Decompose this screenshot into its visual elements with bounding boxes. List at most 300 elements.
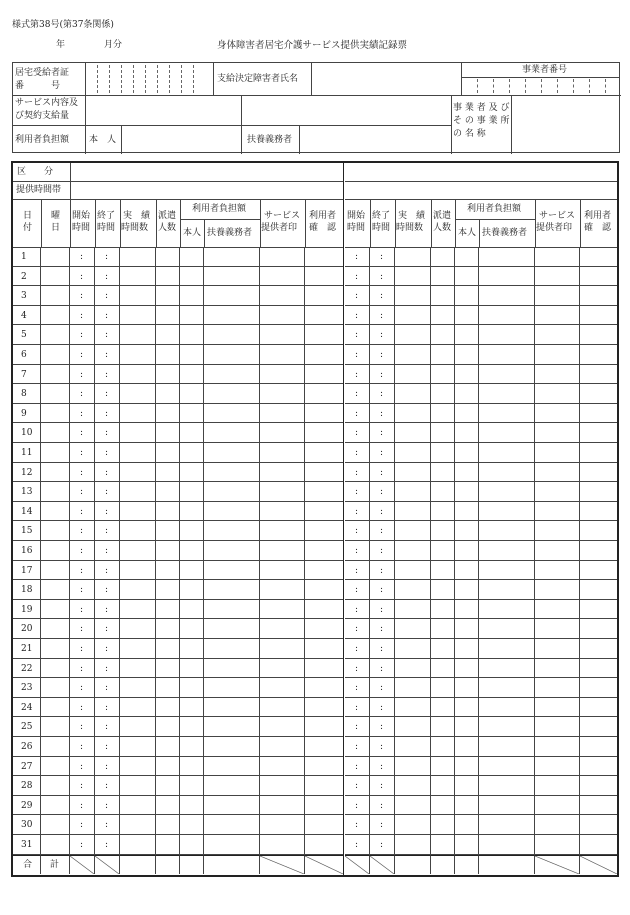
day-cell[interactable] xyxy=(370,698,395,718)
day-cell[interactable] xyxy=(95,737,120,757)
day-cell[interactable] xyxy=(305,659,343,679)
day-cell[interactable] xyxy=(120,306,156,326)
day-cell[interactable] xyxy=(580,345,617,365)
day-cell[interactable] xyxy=(120,619,156,639)
day-cell[interactable] xyxy=(395,717,431,737)
day-cell[interactable] xyxy=(305,345,343,365)
day-cell[interactable] xyxy=(455,678,479,698)
self-burden-input[interactable] xyxy=(121,125,242,154)
day-cell[interactable] xyxy=(41,678,70,698)
day-cell[interactable] xyxy=(260,345,305,365)
day-cell[interactable] xyxy=(70,365,95,385)
day-cell[interactable] xyxy=(479,717,535,737)
day-cell[interactable] xyxy=(455,404,479,424)
day-cell[interactable] xyxy=(204,325,260,345)
day-cell[interactable] xyxy=(345,482,370,502)
day-cell[interactable] xyxy=(370,502,395,522)
day-cell[interactable] xyxy=(156,325,180,345)
day-cell[interactable] xyxy=(305,247,343,267)
day-cell[interactable] xyxy=(120,521,156,541)
day-cell[interactable] xyxy=(479,580,535,600)
day-cell[interactable] xyxy=(156,404,180,424)
day-cell[interactable] xyxy=(479,404,535,424)
day-cell[interactable] xyxy=(95,541,120,561)
day-cell[interactable] xyxy=(41,345,70,365)
day-cell[interactable] xyxy=(455,796,479,816)
day-cell[interactable] xyxy=(204,600,260,620)
day-cell[interactable] xyxy=(305,286,343,306)
day-cell[interactable] xyxy=(95,600,120,620)
day-cell[interactable] xyxy=(345,325,370,345)
day-cell[interactable] xyxy=(70,717,95,737)
day-cell[interactable] xyxy=(345,561,370,581)
day-cell[interactable] xyxy=(580,482,617,502)
day-cell[interactable] xyxy=(431,267,455,287)
day-cell[interactable] xyxy=(431,404,455,424)
day-cell[interactable] xyxy=(180,286,204,306)
day-cell[interactable] xyxy=(479,639,535,659)
day-cell[interactable] xyxy=(70,541,95,561)
day-cell[interactable] xyxy=(156,443,180,463)
day-cell[interactable] xyxy=(120,678,156,698)
day-cell[interactable] xyxy=(305,561,343,581)
day-cell[interactable] xyxy=(345,776,370,796)
day-cell[interactable] xyxy=(395,325,431,345)
day-cell[interactable] xyxy=(580,306,617,326)
day-cell[interactable] xyxy=(156,345,180,365)
day-cell[interactable] xyxy=(70,600,95,620)
day-cell[interactable] xyxy=(305,463,343,483)
day-cell[interactable] xyxy=(204,776,260,796)
day-cell[interactable] xyxy=(479,384,535,404)
day-cell[interactable] xyxy=(260,698,305,718)
day-cell[interactable] xyxy=(120,659,156,679)
day-cell[interactable] xyxy=(305,835,343,855)
day-cell[interactable] xyxy=(479,423,535,443)
kubun-input-right[interactable] xyxy=(345,163,617,182)
day-cell[interactable] xyxy=(535,345,580,365)
day-cell[interactable] xyxy=(479,286,535,306)
day-cell[interactable] xyxy=(580,423,617,443)
day-cell[interactable] xyxy=(260,659,305,679)
day-cell[interactable] xyxy=(120,776,156,796)
day-cell[interactable] xyxy=(41,717,70,737)
day-cell[interactable] xyxy=(431,325,455,345)
total-cell[interactable] xyxy=(70,855,95,875)
day-cell[interactable] xyxy=(431,639,455,659)
day-cell[interactable] xyxy=(431,561,455,581)
day-cell[interactable] xyxy=(395,619,431,639)
total-cell[interactable] xyxy=(120,855,156,875)
day-cell[interactable] xyxy=(70,561,95,581)
day-cell[interactable] xyxy=(431,443,455,463)
day-cell[interactable] xyxy=(455,306,479,326)
day-cell[interactable] xyxy=(41,463,70,483)
service-content-input-2[interactable] xyxy=(241,95,452,126)
provider-name-input[interactable] xyxy=(511,95,621,154)
day-cell[interactable] xyxy=(395,463,431,483)
day-cell[interactable] xyxy=(156,776,180,796)
day-cell[interactable] xyxy=(535,267,580,287)
day-cell[interactable] xyxy=(156,463,180,483)
day-cell[interactable] xyxy=(260,502,305,522)
day-cell[interactable] xyxy=(260,639,305,659)
day-cell[interactable] xyxy=(41,306,70,326)
day-cell[interactable] xyxy=(370,482,395,502)
day-cell[interactable] xyxy=(120,482,156,502)
day-cell[interactable] xyxy=(345,267,370,287)
day-cell[interactable] xyxy=(260,541,305,561)
day-cell[interactable] xyxy=(455,698,479,718)
day-cell[interactable] xyxy=(41,659,70,679)
day-cell[interactable] xyxy=(70,776,95,796)
day-cell[interactable] xyxy=(455,384,479,404)
day-cell[interactable] xyxy=(580,267,617,287)
day-cell[interactable] xyxy=(41,815,70,835)
day-cell[interactable] xyxy=(370,639,395,659)
day-cell[interactable] xyxy=(70,580,95,600)
day-cell[interactable] xyxy=(535,639,580,659)
day-cell[interactable] xyxy=(479,502,535,522)
day-cell[interactable] xyxy=(305,776,343,796)
day-cell[interactable] xyxy=(41,384,70,404)
total-cell[interactable] xyxy=(455,855,479,875)
day-cell[interactable] xyxy=(455,815,479,835)
day-cell[interactable] xyxy=(395,796,431,816)
day-cell[interactable] xyxy=(580,541,617,561)
day-cell[interactable] xyxy=(95,619,120,639)
day-cell[interactable] xyxy=(580,639,617,659)
day-cell[interactable] xyxy=(260,404,305,424)
day-cell[interactable] xyxy=(70,267,95,287)
period-input-right[interactable] xyxy=(345,181,617,200)
day-cell[interactable] xyxy=(395,502,431,522)
day-cell[interactable] xyxy=(70,247,95,267)
day-cell[interactable] xyxy=(580,659,617,679)
day-cell[interactable] xyxy=(180,619,204,639)
day-cell[interactable] xyxy=(305,815,343,835)
day-cell[interactable] xyxy=(455,639,479,659)
day-cell[interactable] xyxy=(260,600,305,620)
day-cell[interactable] xyxy=(260,267,305,287)
day-cell[interactable] xyxy=(431,463,455,483)
day-cell[interactable] xyxy=(204,247,260,267)
day-cell[interactable] xyxy=(305,600,343,620)
day-cell[interactable] xyxy=(180,580,204,600)
day-cell[interactable] xyxy=(204,561,260,581)
day-cell[interactable] xyxy=(180,600,204,620)
service-content-input-1[interactable] xyxy=(85,95,242,126)
day-cell[interactable] xyxy=(41,639,70,659)
day-cell[interactable] xyxy=(260,796,305,816)
day-cell[interactable] xyxy=(455,717,479,737)
day-cell[interactable] xyxy=(370,815,395,835)
day-cell[interactable] xyxy=(120,443,156,463)
day-cell[interactable] xyxy=(156,580,180,600)
day-cell[interactable] xyxy=(180,541,204,561)
day-cell[interactable] xyxy=(535,463,580,483)
day-cell[interactable] xyxy=(479,541,535,561)
day-cell[interactable] xyxy=(95,815,120,835)
day-cell[interactable] xyxy=(41,267,70,287)
day-cell[interactable] xyxy=(580,443,617,463)
day-cell[interactable] xyxy=(395,600,431,620)
day-cell[interactable] xyxy=(204,541,260,561)
day-cell[interactable] xyxy=(204,678,260,698)
day-cell[interactable] xyxy=(156,365,180,385)
day-cell[interactable] xyxy=(305,717,343,737)
day-cell[interactable] xyxy=(204,639,260,659)
day-cell[interactable] xyxy=(120,639,156,659)
day-cell[interactable] xyxy=(156,423,180,443)
day-cell[interactable] xyxy=(345,737,370,757)
day-cell[interactable] xyxy=(180,404,204,424)
day-cell[interactable] xyxy=(455,541,479,561)
day-cell[interactable] xyxy=(70,835,95,855)
day-cell[interactable] xyxy=(345,443,370,463)
day-cell[interactable] xyxy=(345,796,370,816)
day-cell[interactable] xyxy=(455,757,479,777)
day-cell[interactable] xyxy=(455,737,479,757)
day-cell[interactable] xyxy=(345,365,370,385)
day-cell[interactable] xyxy=(41,698,70,718)
day-cell[interactable] xyxy=(120,463,156,483)
day-cell[interactable] xyxy=(535,698,580,718)
day-cell[interactable] xyxy=(305,306,343,326)
day-cell[interactable] xyxy=(180,384,204,404)
day-cell[interactable] xyxy=(479,757,535,777)
day-cell[interactable] xyxy=(395,541,431,561)
day-cell[interactable] xyxy=(156,267,180,287)
day-cell[interactable] xyxy=(479,561,535,581)
day-cell[interactable] xyxy=(455,561,479,581)
day-cell[interactable] xyxy=(41,247,70,267)
day-cell[interactable] xyxy=(580,247,617,267)
day-cell[interactable] xyxy=(95,502,120,522)
day-cell[interactable] xyxy=(180,365,204,385)
day-cell[interactable] xyxy=(479,365,535,385)
day-cell[interactable] xyxy=(204,345,260,365)
day-cell[interactable] xyxy=(431,541,455,561)
day-cell[interactable] xyxy=(204,443,260,463)
day-cell[interactable] xyxy=(455,482,479,502)
day-cell[interactable] xyxy=(180,423,204,443)
day-cell[interactable] xyxy=(95,384,120,404)
day-cell[interactable] xyxy=(580,463,617,483)
day-cell[interactable] xyxy=(70,659,95,679)
day-cell[interactable] xyxy=(95,835,120,855)
day-cell[interactable] xyxy=(345,815,370,835)
day-cell[interactable] xyxy=(431,619,455,639)
day-cell[interactable] xyxy=(431,698,455,718)
day-cell[interactable] xyxy=(479,600,535,620)
day-cell[interactable] xyxy=(95,659,120,679)
day-cell[interactable] xyxy=(95,796,120,816)
day-cell[interactable] xyxy=(70,678,95,698)
day-cell[interactable] xyxy=(431,365,455,385)
day-cell[interactable] xyxy=(260,757,305,777)
day-cell[interactable] xyxy=(180,815,204,835)
day-cell[interactable] xyxy=(305,267,343,287)
day-cell[interactable] xyxy=(370,600,395,620)
day-cell[interactable] xyxy=(580,757,617,777)
day-cell[interactable] xyxy=(395,776,431,796)
day-cell[interactable] xyxy=(431,384,455,404)
day-cell[interactable] xyxy=(95,561,120,581)
day-cell[interactable] xyxy=(120,600,156,620)
day-cell[interactable] xyxy=(120,580,156,600)
day-cell[interactable] xyxy=(580,561,617,581)
day-cell[interactable] xyxy=(580,619,617,639)
day-cell[interactable] xyxy=(535,365,580,385)
day-cell[interactable] xyxy=(156,796,180,816)
day-cell[interactable] xyxy=(41,325,70,345)
day-cell[interactable] xyxy=(305,619,343,639)
day-cell[interactable] xyxy=(305,678,343,698)
day-cell[interactable] xyxy=(120,423,156,443)
day-cell[interactable] xyxy=(70,698,95,718)
day-cell[interactable] xyxy=(345,619,370,639)
day-cell[interactable] xyxy=(120,796,156,816)
day-cell[interactable] xyxy=(120,345,156,365)
day-cell[interactable] xyxy=(370,463,395,483)
day-cell[interactable] xyxy=(345,678,370,698)
day-cell[interactable] xyxy=(479,659,535,679)
day-cell[interactable] xyxy=(180,698,204,718)
day-cell[interactable] xyxy=(535,678,580,698)
day-cell[interactable] xyxy=(180,463,204,483)
day-cell[interactable] xyxy=(479,482,535,502)
day-cell[interactable] xyxy=(455,286,479,306)
day-cell[interactable] xyxy=(535,776,580,796)
day-cell[interactable] xyxy=(305,365,343,385)
day-cell[interactable] xyxy=(370,306,395,326)
day-cell[interactable] xyxy=(370,580,395,600)
day-cell[interactable] xyxy=(120,815,156,835)
day-cell[interactable] xyxy=(370,345,395,365)
day-cell[interactable] xyxy=(180,443,204,463)
day-cell[interactable] xyxy=(156,521,180,541)
day-cell[interactable] xyxy=(120,835,156,855)
day-cell[interactable] xyxy=(41,286,70,306)
day-cell[interactable] xyxy=(156,815,180,835)
day-cell[interactable] xyxy=(41,619,70,639)
day-cell[interactable] xyxy=(535,796,580,816)
disabled-name-input[interactable] xyxy=(311,63,462,96)
day-cell[interactable] xyxy=(204,796,260,816)
day-cell[interactable] xyxy=(535,247,580,267)
day-cell[interactable] xyxy=(204,365,260,385)
day-cell[interactable] xyxy=(204,384,260,404)
day-cell[interactable] xyxy=(95,345,120,365)
day-cell[interactable] xyxy=(260,423,305,443)
day-cell[interactable] xyxy=(260,384,305,404)
day-cell[interactable] xyxy=(95,639,120,659)
day-cell[interactable] xyxy=(431,345,455,365)
day-cell[interactable] xyxy=(345,639,370,659)
day-cell[interactable] xyxy=(260,776,305,796)
day-cell[interactable] xyxy=(180,835,204,855)
total-cell[interactable] xyxy=(180,855,204,875)
day-cell[interactable] xyxy=(41,521,70,541)
day-cell[interactable] xyxy=(180,717,204,737)
day-cell[interactable] xyxy=(260,717,305,737)
day-cell[interactable] xyxy=(156,619,180,639)
day-cell[interactable] xyxy=(120,757,156,777)
day-cell[interactable] xyxy=(260,325,305,345)
day-cell[interactable] xyxy=(455,659,479,679)
day-cell[interactable] xyxy=(156,757,180,777)
day-cell[interactable] xyxy=(580,717,617,737)
day-cell[interactable] xyxy=(370,737,395,757)
day-cell[interactable] xyxy=(455,325,479,345)
day-cell[interactable] xyxy=(204,698,260,718)
day-cell[interactable] xyxy=(455,423,479,443)
day-cell[interactable] xyxy=(95,757,120,777)
day-cell[interactable] xyxy=(535,737,580,757)
day-cell[interactable] xyxy=(180,561,204,581)
day-cell[interactable] xyxy=(156,600,180,620)
day-cell[interactable] xyxy=(535,659,580,679)
day-cell[interactable] xyxy=(479,796,535,816)
day-cell[interactable] xyxy=(395,365,431,385)
day-cell[interactable] xyxy=(370,541,395,561)
day-cell[interactable] xyxy=(395,306,431,326)
day-cell[interactable] xyxy=(260,247,305,267)
total-cell[interactable] xyxy=(535,855,580,875)
day-cell[interactable] xyxy=(370,365,395,385)
day-cell[interactable] xyxy=(370,443,395,463)
day-cell[interactable] xyxy=(95,247,120,267)
day-cell[interactable] xyxy=(204,659,260,679)
day-cell[interactable] xyxy=(120,541,156,561)
day-cell[interactable] xyxy=(395,267,431,287)
day-cell[interactable] xyxy=(41,541,70,561)
day-cell[interactable] xyxy=(395,835,431,855)
day-cell[interactable] xyxy=(95,678,120,698)
day-cell[interactable] xyxy=(370,404,395,424)
day-cell[interactable] xyxy=(395,698,431,718)
day-cell[interactable] xyxy=(305,325,343,345)
day-cell[interactable] xyxy=(455,600,479,620)
day-cell[interactable] xyxy=(479,678,535,698)
total-cell[interactable] xyxy=(345,855,370,875)
day-cell[interactable] xyxy=(535,521,580,541)
day-cell[interactable] xyxy=(180,796,204,816)
day-cell[interactable] xyxy=(431,737,455,757)
day-cell[interactable] xyxy=(479,345,535,365)
day-cell[interactable] xyxy=(70,482,95,502)
day-cell[interactable] xyxy=(120,247,156,267)
day-cell[interactable] xyxy=(370,325,395,345)
day-cell[interactable] xyxy=(95,443,120,463)
day-cell[interactable] xyxy=(180,678,204,698)
day-cell[interactable] xyxy=(120,384,156,404)
total-cell[interactable] xyxy=(370,855,395,875)
day-cell[interactable] xyxy=(156,639,180,659)
day-cell[interactable] xyxy=(345,286,370,306)
day-cell[interactable] xyxy=(395,757,431,777)
day-cell[interactable] xyxy=(345,698,370,718)
day-cell[interactable] xyxy=(204,521,260,541)
day-cell[interactable] xyxy=(370,619,395,639)
day-cell[interactable] xyxy=(305,443,343,463)
day-cell[interactable] xyxy=(70,423,95,443)
kubun-input-left[interactable] xyxy=(70,163,343,182)
day-cell[interactable] xyxy=(580,835,617,855)
day-cell[interactable] xyxy=(580,384,617,404)
day-cell[interactable] xyxy=(455,521,479,541)
